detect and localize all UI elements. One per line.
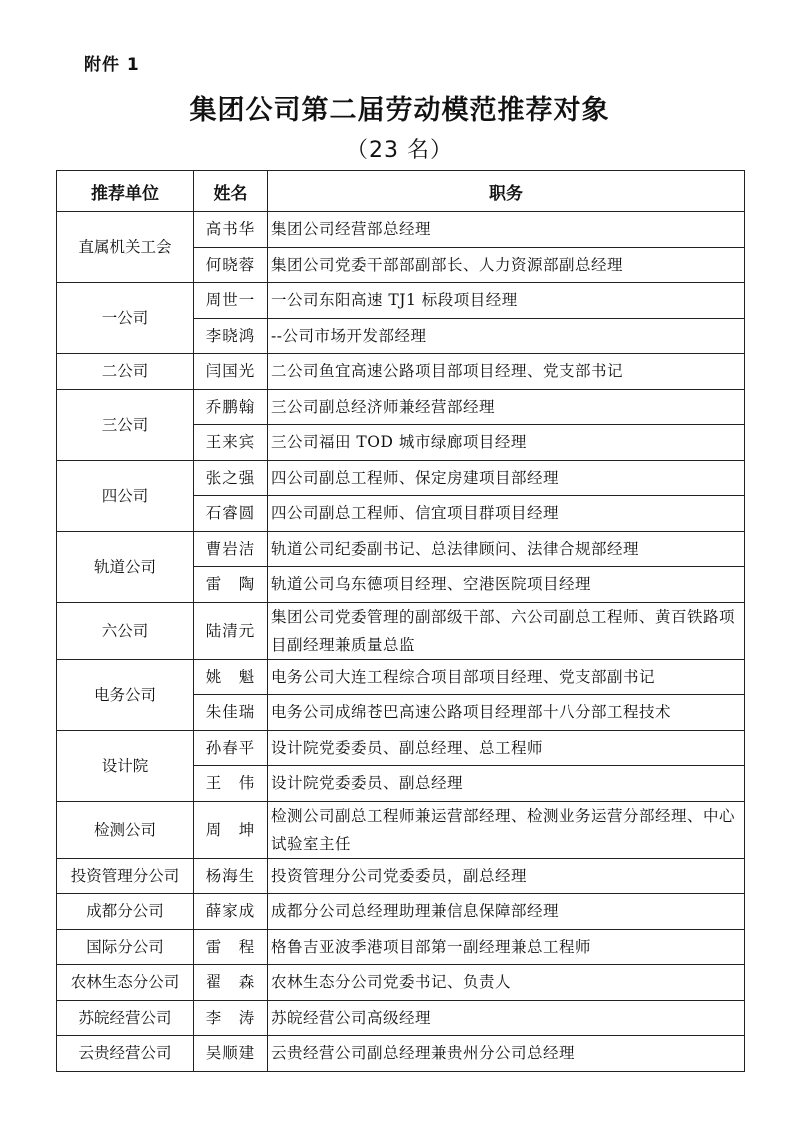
cell-name: 杨海生 — [194, 858, 268, 894]
cell-unit: 成都分公司 — [57, 894, 194, 930]
cell-unit: 云贵经营公司 — [57, 1036, 194, 1072]
cell-position: 二公司鱼宜高速公路项目部项目经理、党支部书记 — [268, 354, 745, 390]
cell-unit: 三公司 — [57, 389, 194, 460]
cell-position: 电务公司大连工程综合项目部项目经理、党支部副书记 — [268, 659, 745, 695]
table-row — [57, 602, 745, 659]
cell-name: 姚 魁 — [194, 659, 268, 695]
cell-unit: 电务公司 — [57, 659, 194, 730]
cell-name: 吴顺建 — [194, 1036, 268, 1072]
table-row — [57, 730, 745, 766]
cell-position: 设计院党委委员、副总经理 — [268, 766, 745, 802]
header-position: 职务 — [268, 171, 745, 212]
cell-position: 检测公司副总工程师兼运营部经理、检测业务运营分部经理、中心试验室主任 — [268, 801, 745, 858]
table-row — [57, 531, 745, 567]
cell-name: 周 坤 — [194, 801, 268, 858]
cell-unit: 国际分公司 — [57, 929, 194, 965]
cell-name: 张之强 — [194, 460, 268, 496]
cell-position: 三公司副总经济师兼经营部经理 — [268, 389, 745, 425]
table-row — [57, 212, 745, 248]
cell-position: 四公司副总工程师、信宜项目群项目经理 — [268, 496, 745, 532]
cell-unit: 一公司 — [57, 283, 194, 354]
cell-position: 四公司副总工程师、保定房建项目部经理 — [268, 460, 745, 496]
table-row — [57, 801, 745, 858]
attachment-label: 附件 1 — [84, 55, 140, 75]
header-unit: 推荐单位 — [57, 171, 194, 212]
cell-position: 云贵经营公司副总经理兼贵州分公司总经理 — [268, 1036, 745, 1072]
cell-position: 一公司东阳高速 TJ1 标段项目经理 — [268, 283, 745, 319]
cell-name: 陆清元 — [194, 602, 268, 659]
cell-unit: 二公司 — [57, 354, 194, 390]
cell-name: 周世一 — [194, 283, 268, 319]
header-name: 姓名 — [194, 171, 268, 212]
cell-name: 曹岩洁 — [194, 531, 268, 567]
cell-position: 轨道公司乌东德项目经理、空港医院项目经理 — [268, 567, 745, 603]
cell-position: 投资管理分公司党委委员，副总经理 — [268, 858, 745, 894]
cell-name: 何晓蓉 — [194, 247, 268, 283]
cell-position: 农林生态分公司党委书记、负责人 — [268, 965, 745, 1001]
table-body — [57, 212, 745, 1072]
cell-name: 薛家成 — [194, 894, 268, 930]
cell-position: 集团公司党委管理的副部级干部、六公司副总工程师、黄百铁路项目副经理兼质量总监 — [268, 602, 745, 659]
cell-name: 王来宾 — [194, 425, 268, 461]
cell-position: 格鲁吉亚波季港项目部第一副经理兼总工程师 — [268, 929, 745, 965]
cell-unit: 投资管理分公司 — [57, 858, 194, 894]
table-row — [57, 659, 745, 695]
cell-name: 石睿圆 — [194, 496, 268, 532]
table-row — [57, 929, 745, 965]
table-row — [57, 389, 745, 425]
table-row — [57, 858, 745, 894]
cell-name: 闫国光 — [194, 354, 268, 390]
cell-position: 轨道公司纪委副书记、总法律顾问、法律合规部经理 — [268, 531, 745, 567]
cell-unit: 农林生态分公司 — [57, 965, 194, 1001]
document-title: 集团公司第二届劳动模范推荐对象 — [189, 95, 610, 126]
cell-position: 集团公司经营部总经理 — [268, 212, 745, 248]
cell-name: 朱佳瑞 — [194, 695, 268, 731]
cell-position: 成都分公司总经理助理兼信息保障部经理 — [268, 894, 745, 930]
cell-name: 高书华 — [194, 212, 268, 248]
table-row — [57, 283, 745, 319]
cell-position: 苏皖经营公司高级经理 — [268, 1000, 745, 1036]
cell-name: 雷 程 — [194, 929, 268, 965]
cell-position: 三公司福田 TOD 城市绿廊项目经理 — [268, 425, 745, 461]
cell-name: 李晓鸿 — [194, 318, 268, 354]
cell-unit: 直属机关工会 — [57, 212, 194, 283]
table-row — [57, 894, 745, 930]
cell-unit: 轨道公司 — [57, 531, 194, 602]
table-row — [57, 1000, 745, 1036]
cell-name: 王 伟 — [194, 766, 268, 802]
nominee-table — [56, 170, 745, 1072]
cell-unit: 设计院 — [57, 730, 194, 801]
cell-name: 雷 陶 — [194, 567, 268, 603]
cell-position: 设计院党委委员、副总经理、总工程师 — [268, 730, 745, 766]
cell-position: 集团公司党委干部部副部长、人力资源部副总经理 — [268, 247, 745, 283]
document-subtitle: （23 名） — [346, 138, 453, 163]
cell-name: 翟 森 — [194, 965, 268, 1001]
table-row — [57, 460, 745, 496]
cell-name: 李 涛 — [194, 1000, 268, 1036]
table-row — [57, 965, 745, 1001]
cell-unit: 六公司 — [57, 602, 194, 659]
cell-name: 乔鹏翰 — [194, 389, 268, 425]
cell-unit: 苏皖经营公司 — [57, 1000, 194, 1036]
cell-position: --公司市场开发部经理 — [268, 318, 745, 354]
table-header-row — [57, 171, 745, 212]
table-row — [57, 354, 745, 390]
cell-unit: 检测公司 — [57, 801, 194, 858]
cell-position: 电务公司成绵苍巴高速公路项目经理部十八分部工程技术 — [268, 695, 745, 731]
table-row — [57, 1036, 745, 1072]
cell-unit: 四公司 — [57, 460, 194, 531]
cell-name: 孙春平 — [194, 730, 268, 766]
